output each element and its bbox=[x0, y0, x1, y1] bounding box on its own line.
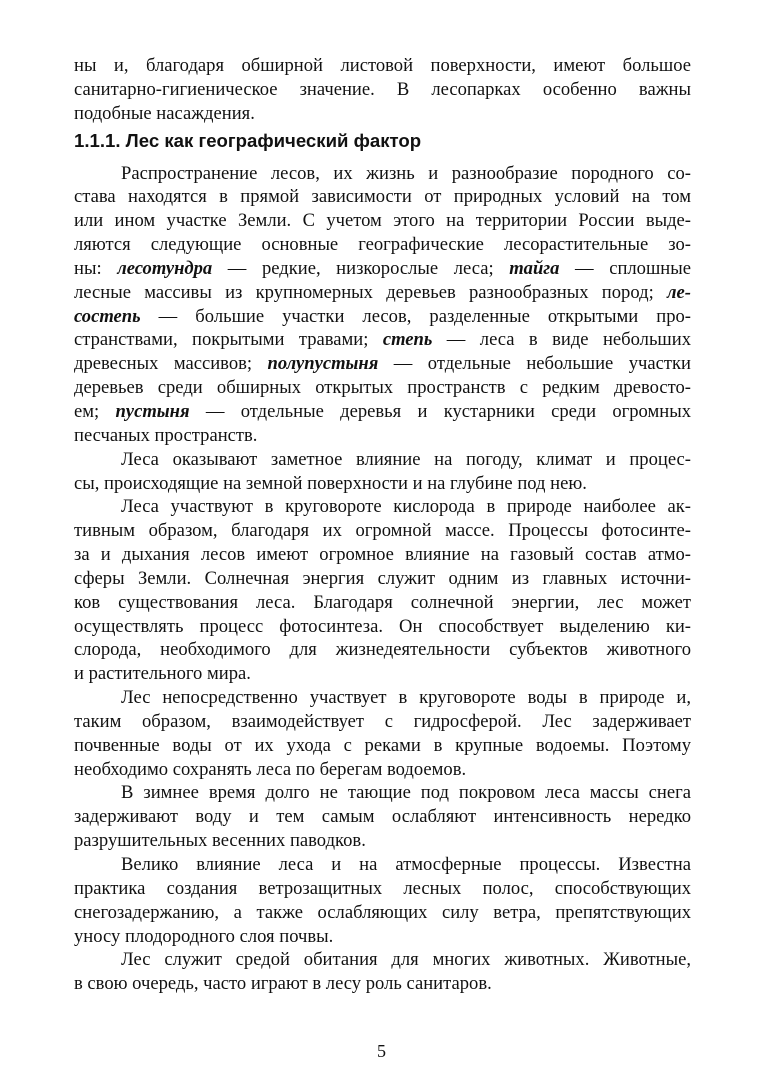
text-line bbox=[74, 781, 691, 805]
text-line bbox=[74, 567, 691, 591]
text-run: — отдельные деревья и кустарники среди огромных bbox=[189, 400, 691, 422]
text-run: сы, происходящие на земной поверхности и на глубине под нею. bbox=[74, 472, 587, 494]
text-line bbox=[74, 948, 691, 972]
text-run: ков существования леса. Благодаря солнечной энергии, лес может bbox=[74, 591, 691, 613]
text-run: Лес непосредственно участвует в круговороте воды в природе и, bbox=[121, 687, 691, 709]
text-run: за и дыхания лесов имеют огромное влияние на газовый состав атмо- bbox=[74, 544, 691, 566]
text-line bbox=[74, 257, 691, 281]
text-line bbox=[74, 281, 691, 305]
text-run: песчаных пространств. bbox=[74, 424, 258, 446]
text-line bbox=[74, 710, 691, 734]
text-run: осуществлять процесс фотосинтеза. Он способствует выделению ки- bbox=[74, 615, 691, 637]
text-run: 1.1.1. Лес как географический фактор bbox=[74, 129, 422, 151]
text-line bbox=[74, 758, 691, 782]
text-run: Распространение лесов, их жизнь и разнообразие породного со- bbox=[121, 162, 691, 184]
text-line bbox=[74, 805, 691, 829]
text-line bbox=[74, 328, 691, 352]
text-run: ны и, благодаря обширной листовой поверхности, имеют большое bbox=[74, 55, 691, 76]
text-run: ны: bbox=[74, 257, 118, 279]
zone-term: пустыня bbox=[115, 400, 190, 422]
text-run: древесных массивов; bbox=[74, 353, 268, 375]
text-line bbox=[74, 495, 691, 519]
text-line bbox=[74, 686, 691, 710]
zone-term: ле- bbox=[667, 281, 691, 303]
text-run: Велико влияние леса и на атмосферные процессы. Известна bbox=[121, 854, 691, 875]
text-run: Леса оказывают заметное влияние на погоду, климат и процес- bbox=[121, 448, 691, 470]
text-run: тивным образом, благодаря их огромной массе. Процессы фотосинте- bbox=[74, 520, 691, 542]
text-line bbox=[74, 591, 691, 615]
text-line bbox=[74, 662, 691, 686]
text-run: — большие участки лесов, разделенные открытыми про- bbox=[140, 305, 691, 327]
text-line bbox=[74, 638, 691, 662]
text-run: уносу плодородного слоя почвы. bbox=[74, 925, 334, 947]
text-line bbox=[74, 877, 691, 901]
text-run: става находятся в прямой зависимости от природных условий на том bbox=[74, 186, 691, 208]
text-run: — отдельные небольшие участки bbox=[378, 353, 692, 375]
text-run: — редкие, низкорослые леса; bbox=[212, 257, 510, 279]
text-line bbox=[74, 448, 691, 472]
page-number: 5 bbox=[377, 1041, 386, 1061]
text-run: необходимо сохранять леса по берегам водоемов. bbox=[74, 758, 467, 780]
text-line bbox=[74, 472, 691, 496]
text-run: подобные насаждения. bbox=[74, 102, 255, 124]
text-run: — сплошные bbox=[559, 257, 691, 279]
text-run: сферы Земли. Солнечная энергия служит одним из главных источни- bbox=[74, 567, 691, 589]
text-line bbox=[74, 615, 691, 639]
text-line bbox=[74, 519, 691, 543]
text-run: Леса участвуют в круговороте кислорода в природе наиболее ак- bbox=[121, 496, 691, 518]
text-line bbox=[74, 233, 691, 257]
text-run: деревьев среди обширных открытых пространств с редким древосто- bbox=[74, 377, 691, 399]
section-heading bbox=[74, 126, 691, 162]
text-line bbox=[74, 102, 691, 126]
zone-term: лесотундра bbox=[117, 257, 213, 279]
text-run: и растительного мира. bbox=[74, 663, 251, 685]
text-line bbox=[74, 209, 691, 233]
text-line bbox=[74, 352, 691, 376]
zone-term: состепь bbox=[74, 305, 141, 327]
text-line bbox=[74, 901, 691, 925]
text-run: ем; bbox=[74, 400, 116, 422]
text-run: практика создания ветрозащитных лесных полос, способствующих bbox=[74, 877, 691, 899]
text-run: — леса в виде небольших bbox=[432, 329, 691, 351]
text-line bbox=[74, 543, 691, 567]
text-run: таким образом, взаимодействует с гидросферой. Лес задерживает bbox=[74, 710, 691, 732]
text-run: в свою очередь, часто играют в лесу роль санитаров. bbox=[74, 973, 492, 995]
text-line bbox=[74, 972, 691, 996]
text-run: слорода, необходимого для жизнедеятельности субъектов животного bbox=[74, 639, 691, 661]
text-line bbox=[74, 54, 691, 78]
text-run: почвенные воды от их ухода с реками в крупные водоемы. Поэтому bbox=[74, 734, 691, 756]
text-run: задерживают воду и тем самым ослабляют интенсивность нередко bbox=[74, 806, 691, 828]
text-run: снегозадержанию, а также ослабляющих силу ветра, препятствующих bbox=[74, 901, 691, 923]
text-line bbox=[74, 734, 691, 758]
text-run: странствами, покрытыми травами; bbox=[74, 329, 383, 351]
text-run: санитарно-гигиеническое значение. В лесопарках особенно важны bbox=[74, 78, 691, 100]
text-line bbox=[74, 305, 691, 329]
text-line bbox=[74, 400, 691, 424]
text-run: Лес служит средой обитания для многих животных. Животные, bbox=[121, 949, 691, 971]
text-run: В зимнее время долго не тающие под покровом леса массы снега bbox=[121, 782, 691, 804]
zone-term: тайга bbox=[509, 257, 560, 279]
text-line bbox=[74, 853, 691, 877]
text-run: или ином участке Земли. С учетом этого на территории России выде- bbox=[74, 210, 691, 232]
zone-term: полупустыня bbox=[267, 353, 379, 375]
text-line bbox=[74, 162, 691, 186]
text-line bbox=[74, 376, 691, 400]
text-line bbox=[74, 78, 691, 102]
text-line bbox=[74, 925, 691, 949]
body-text bbox=[74, 54, 691, 996]
text-run: ляются следующие основные географические лесорастительные зо- bbox=[74, 234, 691, 256]
zone-term: степь bbox=[382, 329, 433, 351]
text-line bbox=[74, 424, 691, 448]
text-line bbox=[74, 829, 691, 853]
text-run: лесные массивы из крупномерных деревьев разнообразных пород; bbox=[74, 281, 667, 303]
text-run: разрушительных весенних паводков. bbox=[74, 830, 366, 852]
text-line bbox=[74, 185, 691, 209]
